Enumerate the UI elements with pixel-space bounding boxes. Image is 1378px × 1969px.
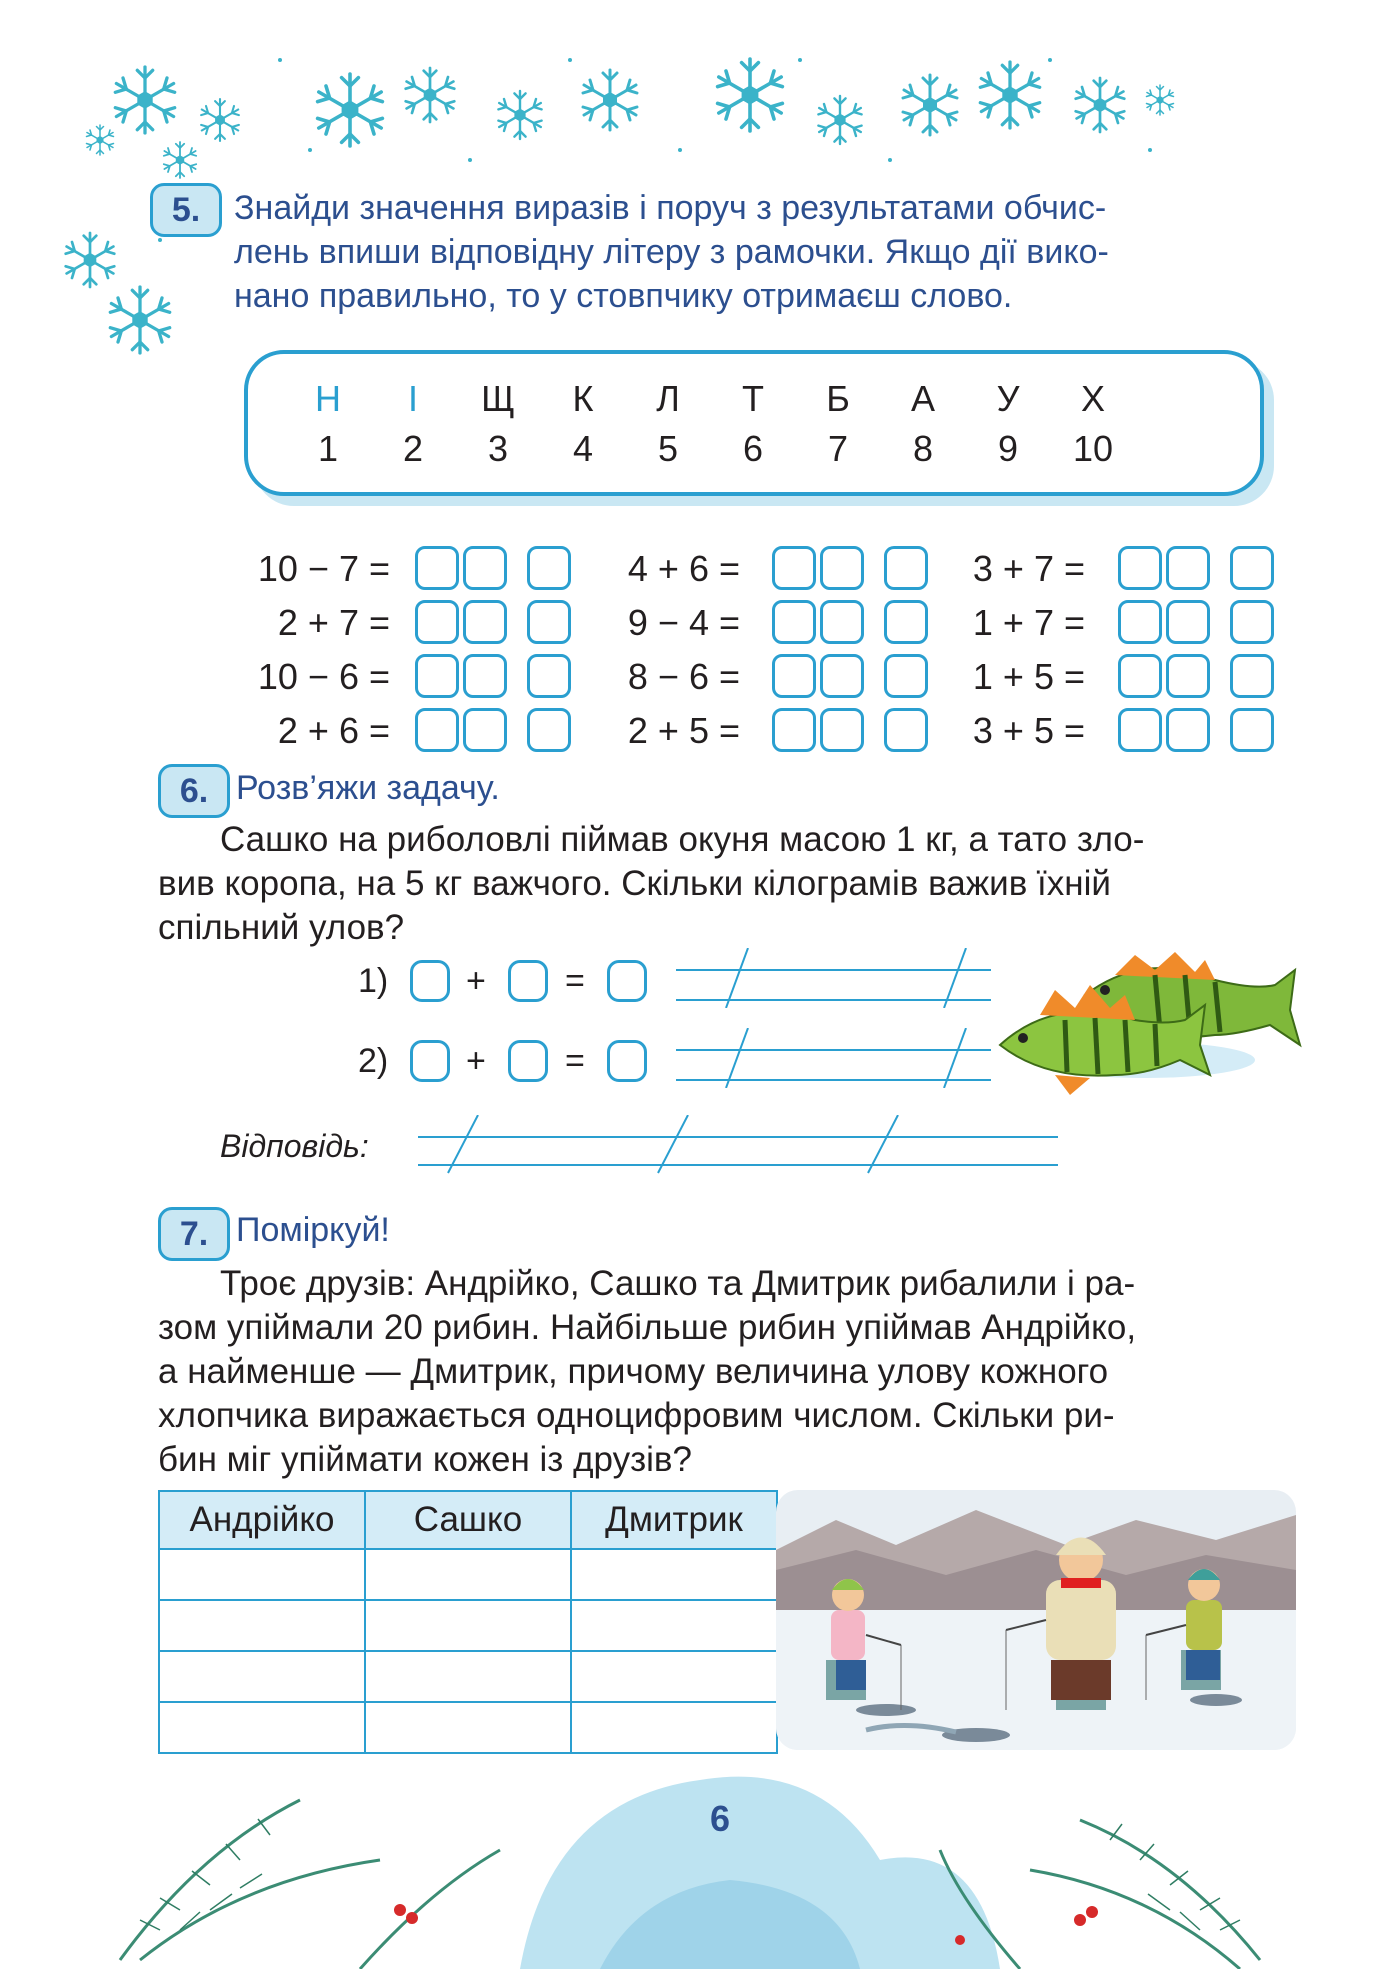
letter-box[interactable] bbox=[1230, 654, 1274, 698]
column-header-sashko: Сашко bbox=[365, 1491, 571, 1549]
result-digit-box[interactable] bbox=[820, 600, 864, 644]
letter-box[interactable] bbox=[527, 708, 571, 752]
legend-column bbox=[298, 374, 358, 474]
plus-sign: + bbox=[466, 1042, 486, 1080]
expression: 10 − 6 = bbox=[257, 656, 390, 697]
legend-letter: А bbox=[910, 378, 935, 419]
expression: 2 + 6 = bbox=[277, 710, 390, 751]
equals-sign: = bbox=[565, 962, 585, 1000]
result-digit-box[interactable] bbox=[820, 654, 864, 698]
task7-problem bbox=[158, 1262, 1266, 1482]
problem-line: Троє друзів: Андрійко, Сашко та Дмитрик рибалили і ра- bbox=[220, 1264, 1136, 1303]
table-cell[interactable] bbox=[159, 1600, 365, 1651]
result-digit-box[interactable] bbox=[1118, 708, 1162, 752]
legend-column bbox=[553, 374, 613, 474]
result-digit-box[interactable] bbox=[772, 708, 816, 752]
legend-column bbox=[383, 374, 443, 474]
column-header-andriiko: Андрійко bbox=[159, 1491, 365, 1549]
operand-box[interactable] bbox=[410, 960, 450, 1002]
legend-number: 2 bbox=[402, 428, 424, 469]
task7-heading: Поміркуй! bbox=[236, 1211, 390, 1249]
result-digit-box[interactable] bbox=[1118, 654, 1162, 698]
legend-letter: Л bbox=[656, 378, 680, 419]
legend-column bbox=[893, 374, 953, 474]
answer-line[interactable] bbox=[418, 1115, 1063, 1175]
unit-answer-line[interactable] bbox=[676, 1028, 996, 1088]
result-digit-box[interactable] bbox=[463, 708, 507, 752]
operand-box[interactable] bbox=[508, 960, 548, 1002]
letter-box[interactable] bbox=[884, 600, 928, 644]
instruction-line: лень впиши відповідну літеру з рамочки. Якщо дії вико- bbox=[234, 233, 1109, 271]
task-number-7: 7. bbox=[158, 1207, 230, 1261]
problem-line: зом упіймали 20 рибин. Найбільше рибин упіймав Андрійко, bbox=[158, 1308, 1137, 1347]
winter-decoration-bottom bbox=[80, 1740, 1310, 1969]
ice-fishing-illustration bbox=[776, 1490, 1296, 1750]
catch-table bbox=[158, 1490, 778, 1754]
table-cell[interactable] bbox=[159, 1549, 365, 1600]
legend-number: 4 bbox=[572, 428, 594, 469]
answer-label: Відповідь: bbox=[220, 1128, 369, 1164]
legend-letter: Т bbox=[742, 378, 764, 419]
task6-problem bbox=[158, 818, 1266, 950]
result-digit-box[interactable] bbox=[772, 546, 816, 590]
expression: 3 + 5 = bbox=[972, 710, 1085, 751]
result-digit-box[interactable] bbox=[1118, 600, 1162, 644]
legend-number: 1 bbox=[317, 428, 339, 469]
expression: 4 + 6 = bbox=[627, 548, 740, 589]
task6-heading: Розв’яжи задачу. bbox=[236, 769, 500, 807]
legend-number: 5 bbox=[657, 428, 679, 469]
problem-line: а найменше — Дмитрик, причому величина улову кожного bbox=[158, 1352, 1109, 1391]
letter-box[interactable] bbox=[527, 546, 571, 590]
result-digit-box[interactable] bbox=[1166, 600, 1210, 644]
legend-letter: І bbox=[407, 378, 418, 419]
legend-letter: Щ bbox=[481, 378, 515, 419]
plus-sign: + bbox=[466, 962, 486, 1000]
letter-box[interactable] bbox=[884, 546, 928, 590]
instruction-line: нано правильно, то у стовпчику отримаєш слово. bbox=[234, 277, 1013, 315]
result-digit-box[interactable] bbox=[463, 654, 507, 698]
letter-legend bbox=[244, 350, 1264, 496]
problem-line: спільний улов? bbox=[158, 908, 405, 947]
expression: 10 − 7 = bbox=[257, 548, 390, 589]
expression: 1 + 5 = bbox=[972, 656, 1085, 697]
problem-line: бин міг упіймати кожен із друзів? bbox=[158, 1440, 692, 1479]
result-box[interactable] bbox=[607, 960, 647, 1002]
letter-box[interactable] bbox=[884, 708, 928, 752]
legend-letter: Н bbox=[315, 378, 341, 419]
result-digit-box[interactable] bbox=[415, 708, 459, 752]
task-number-6: 6. bbox=[158, 764, 230, 818]
table-cell[interactable] bbox=[571, 1600, 777, 1651]
expression: 2 + 7 = bbox=[277, 602, 390, 643]
legend-letter: К bbox=[572, 378, 594, 419]
legend-number: 7 bbox=[827, 428, 849, 469]
letter-box[interactable] bbox=[1230, 600, 1274, 644]
column-header-dmytryk: Дмитрик bbox=[571, 1491, 777, 1549]
expression: 2 + 5 = bbox=[627, 710, 740, 751]
table-cell[interactable] bbox=[365, 1549, 571, 1600]
table-row bbox=[159, 1600, 777, 1651]
task5-instruction bbox=[234, 186, 1264, 318]
expression: 8 − 6 = bbox=[627, 656, 740, 697]
legend-letter: Б bbox=[826, 378, 850, 419]
legend-column bbox=[978, 374, 1038, 474]
result-digit-box[interactable] bbox=[463, 546, 507, 590]
result-digit-box[interactable] bbox=[1166, 654, 1210, 698]
legend-number: 6 bbox=[742, 428, 764, 469]
perch-fish-illustration bbox=[995, 950, 1305, 1100]
table-cell[interactable] bbox=[365, 1600, 571, 1651]
equals-sign: = bbox=[565, 1042, 585, 1080]
table-cell[interactable] bbox=[365, 1651, 571, 1702]
result-box[interactable] bbox=[607, 1040, 647, 1082]
result-digit-box[interactable] bbox=[1118, 546, 1162, 590]
result-digit-box[interactable] bbox=[820, 708, 864, 752]
result-digit-box[interactable] bbox=[415, 546, 459, 590]
instruction-line: Знайди значення виразів і поруч з результатами обчис- bbox=[234, 189, 1107, 227]
result-digit-box[interactable] bbox=[1166, 546, 1210, 590]
result-digit-box[interactable] bbox=[772, 600, 816, 644]
table-cell[interactable] bbox=[571, 1549, 777, 1600]
result-digit-box[interactable] bbox=[415, 654, 459, 698]
legend-column bbox=[1063, 374, 1123, 474]
legend-column bbox=[723, 374, 783, 474]
legend-letter: Х bbox=[1080, 378, 1105, 419]
result-digit-box[interactable] bbox=[415, 600, 459, 644]
result-digit-box[interactable] bbox=[820, 546, 864, 590]
legend-letter: У bbox=[996, 378, 1020, 419]
problem-line: вив коропа, на 5 кг важчого. Скільки кілограмів важив їхній bbox=[158, 864, 1111, 903]
result-digit-box[interactable] bbox=[463, 600, 507, 644]
letter-box[interactable] bbox=[527, 654, 571, 698]
legend-column bbox=[638, 374, 698, 474]
operand-box[interactable] bbox=[410, 1040, 450, 1082]
letter-box[interactable] bbox=[1230, 546, 1274, 590]
result-digit-box[interactable] bbox=[1166, 708, 1210, 752]
table-row bbox=[159, 1549, 777, 1600]
legend-number: 8 bbox=[912, 428, 934, 469]
legend-number: 9 bbox=[997, 428, 1019, 469]
operand-box[interactable] bbox=[508, 1040, 548, 1082]
legend-number: 10 bbox=[1072, 428, 1114, 469]
step-label: 2) bbox=[358, 1042, 389, 1080]
page-number: 6 bbox=[709, 1798, 731, 1839]
letter-box[interactable] bbox=[884, 654, 928, 698]
legend-column bbox=[468, 374, 528, 474]
letter-box[interactable] bbox=[527, 600, 571, 644]
expression: 1 + 7 = bbox=[972, 602, 1085, 643]
legend-column bbox=[808, 374, 868, 474]
expression: 3 + 7 = bbox=[972, 548, 1085, 589]
table-cell[interactable] bbox=[159, 1651, 365, 1702]
legend-number: 3 bbox=[487, 428, 509, 469]
table-cell[interactable] bbox=[571, 1651, 777, 1702]
letter-box[interactable] bbox=[1230, 708, 1274, 752]
unit-answer-line[interactable] bbox=[676, 948, 996, 1008]
task-number-5: 5. bbox=[150, 183, 222, 237]
problem-line: Сашко на риболовлі піймав окуня масою 1 кг, а тато зло- bbox=[220, 820, 1145, 859]
problem-line: хлопчика виражається одноцифровим числом. Скільки ри- bbox=[158, 1396, 1115, 1435]
step-label: 1) bbox=[358, 962, 389, 1000]
expression: 9 − 4 = bbox=[627, 602, 740, 643]
table-row bbox=[159, 1651, 777, 1702]
result-digit-box[interactable] bbox=[772, 654, 816, 698]
